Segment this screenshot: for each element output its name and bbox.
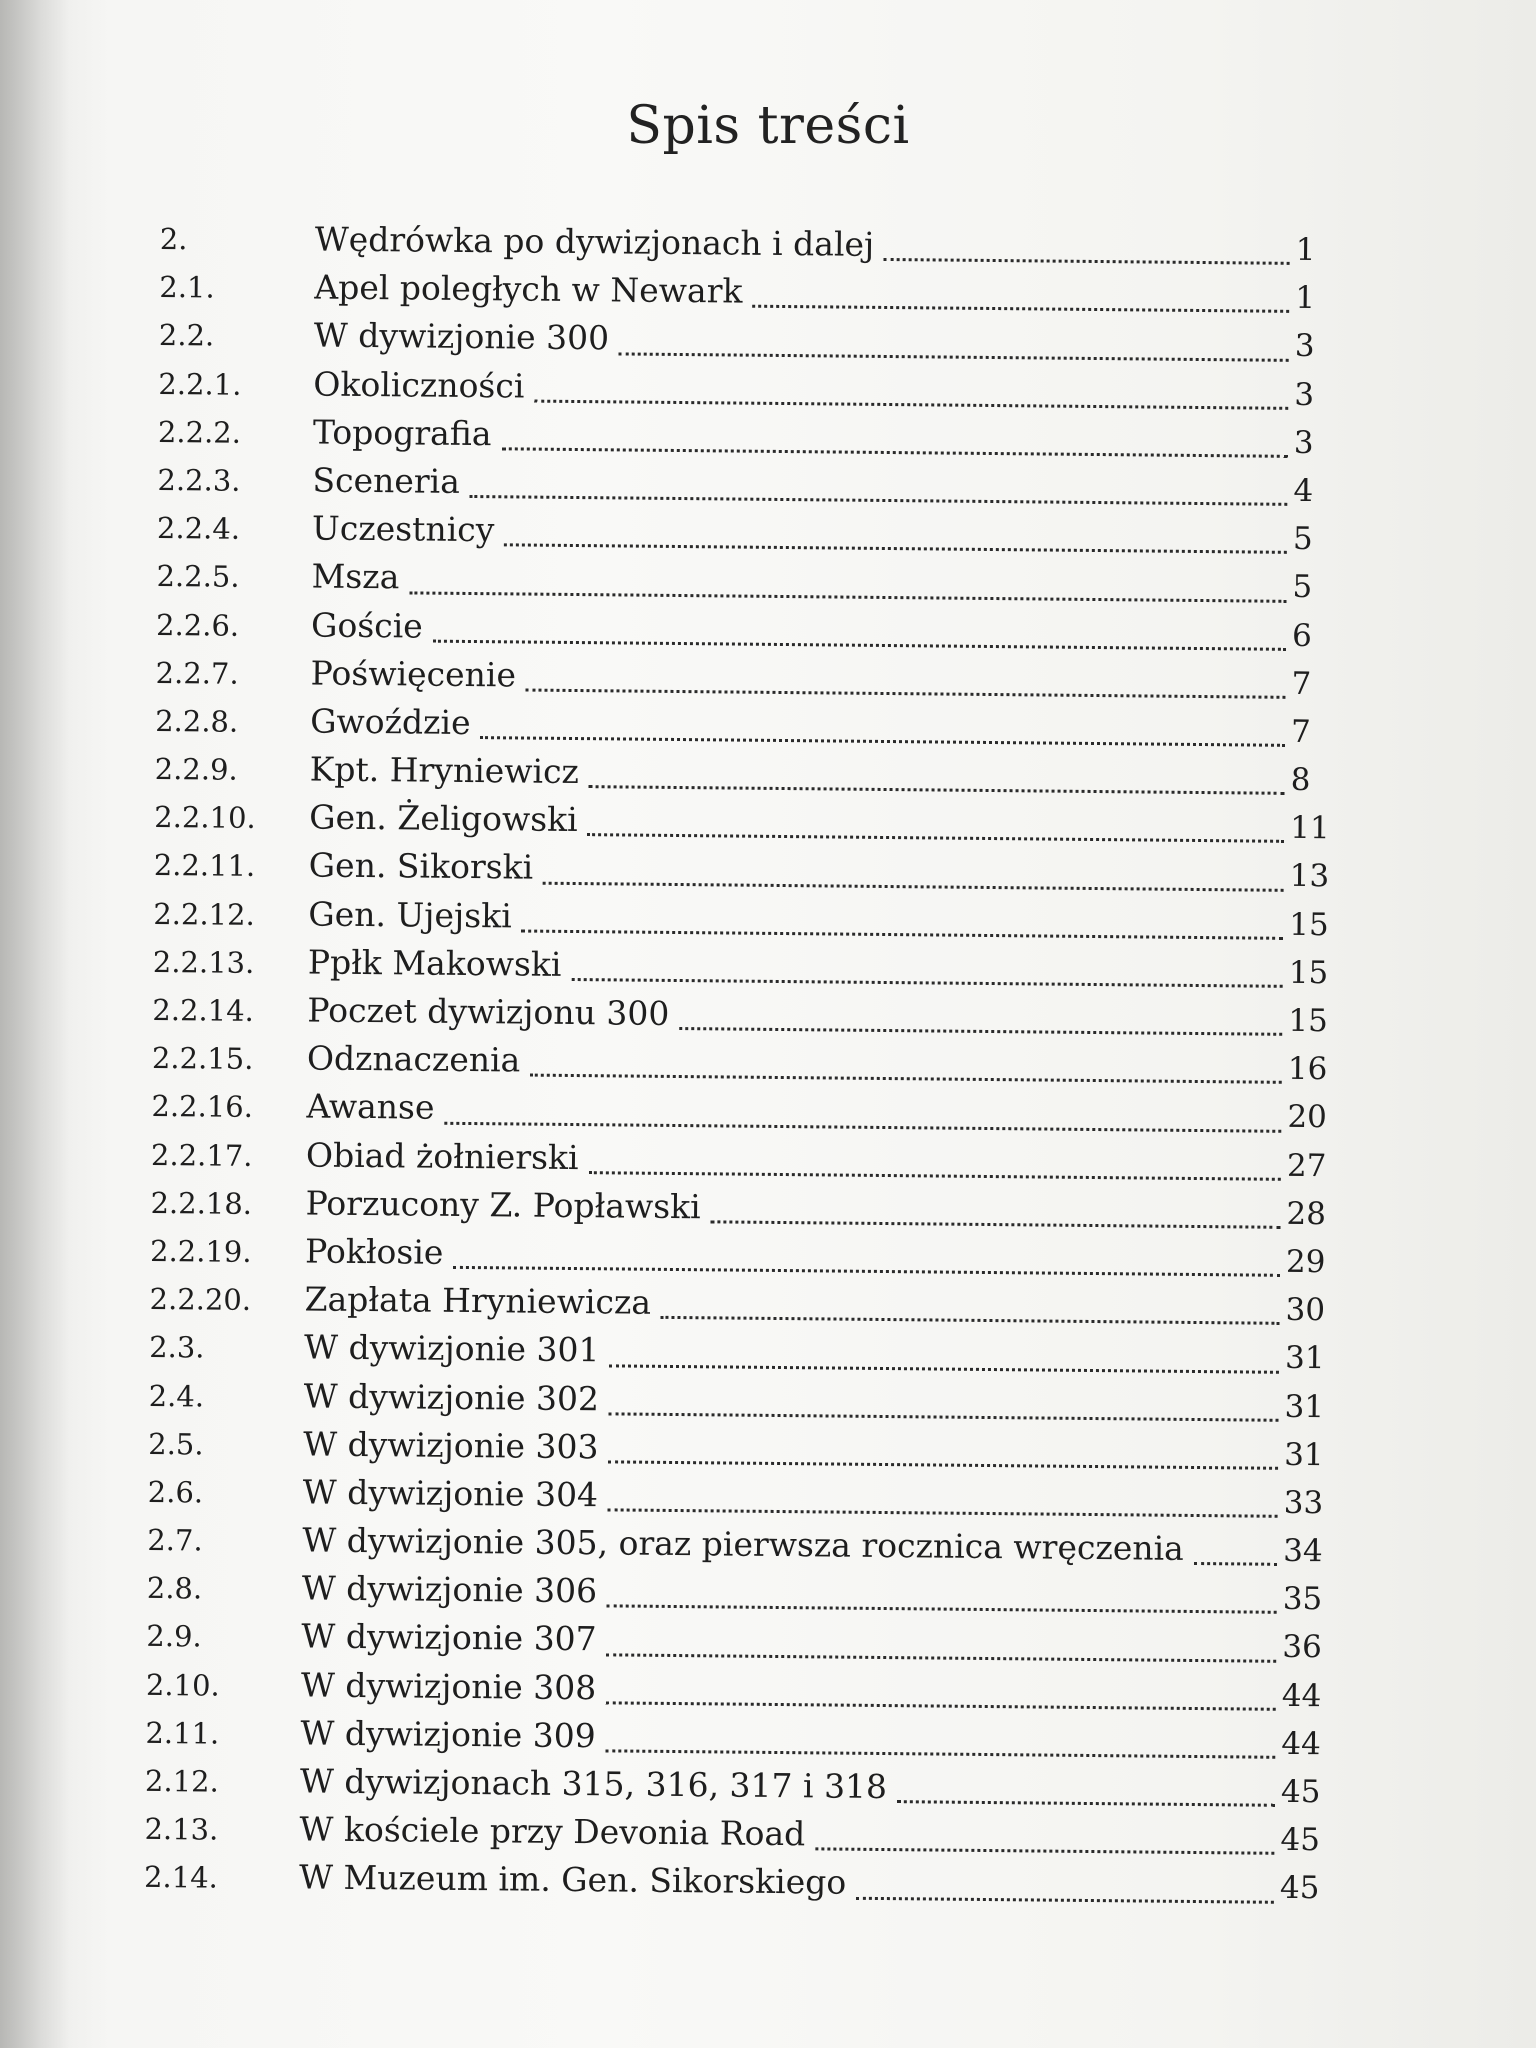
- page-title: Spis treści: [626, 96, 910, 156]
- dot-leader: [522, 928, 1284, 939]
- entry-page: 20: [1287, 1099, 1328, 1136]
- entry-title: Msza: [311, 556, 400, 597]
- entry-number: 2.14.: [143, 1860, 219, 1896]
- entry-title: W dywizjonie 309: [300, 1713, 596, 1756]
- entry-title: Gwoździe: [309, 701, 471, 742]
- entry-title: Uczestnicy: [311, 508, 495, 550]
- dot-leader: [856, 1895, 1274, 1903]
- entry-page: 3: [1293, 424, 1314, 461]
- entry-number: 2.11.: [145, 1715, 220, 1751]
- entry-number: 2.2.20.: [149, 1282, 252, 1318]
- dot-leader: [480, 735, 1285, 747]
- dot-leader: [504, 543, 1287, 555]
- entry-title: W dywizjonie 307: [301, 1616, 597, 1659]
- entry-title: W kościele przy Devonia Road: [299, 1809, 806, 1854]
- entry-page: 8: [1290, 761, 1311, 799]
- entry-number: 2.2.15.: [151, 1041, 254, 1077]
- entry-number: 2.6.: [147, 1474, 204, 1510]
- dot-leader: [543, 880, 1284, 891]
- entry-page: 5: [1292, 569, 1313, 606]
- entry-number: 2.2.7.: [155, 655, 239, 691]
- entry-number: 2.2.13.: [152, 944, 255, 980]
- dot-leader: [609, 1363, 1279, 1373]
- dot-leader: [752, 304, 1289, 313]
- entry-page: 31: [1284, 1436, 1324, 1473]
- entry-title: Zapłata Hryniewicza: [304, 1279, 652, 1322]
- toc-entry: [144, 1856, 1324, 1916]
- entry-title: Odznaczenia: [306, 1038, 521, 1080]
- entry-title: W dywizjonie 305, oraz pierwsza rocznica wręczenia: [302, 1520, 1185, 1568]
- dot-leader: [433, 638, 1286, 650]
- entry-page: 1: [1295, 231, 1316, 269]
- dot-leader: [608, 1507, 1278, 1517]
- entry-title: Apel poległych w Newark: [314, 267, 743, 311]
- dot-leader: [897, 1799, 1275, 1807]
- entry-page: 35: [1282, 1581, 1323, 1618]
- entry-title: Awanse: [306, 1086, 435, 1128]
- entry-number: 2.2.11.: [153, 848, 256, 884]
- entry-number: 2.2.18.: [150, 1185, 253, 1221]
- dot-leader: [679, 1026, 1282, 1036]
- entry-number: 2.12.: [144, 1763, 219, 1799]
- entry-title: Topografia: [312, 412, 492, 453]
- entry-number: 2.2.1.: [158, 366, 242, 402]
- entry-page: 31: [1284, 1388, 1325, 1425]
- dot-leader: [711, 1219, 1281, 1228]
- entry-page: 31: [1284, 1340, 1325, 1377]
- entry-page: 3: [1294, 376, 1315, 413]
- entry-title: Gen. Ujejski: [308, 894, 512, 936]
- entry-number: 2.2.10.: [154, 800, 256, 836]
- dot-leader: [884, 257, 1290, 265]
- entry-title: W dywizjonie 302: [303, 1375, 600, 1418]
- entry-page: 15: [1288, 954, 1329, 992]
- entry-number: 2.: [159, 221, 188, 257]
- dot-leader: [1194, 1561, 1277, 1566]
- entry-number: 2.10.: [145, 1667, 220, 1703]
- entry-page: 34: [1283, 1532, 1323, 1570]
- entry-title: W dywizjonie 304: [302, 1472, 599, 1515]
- entry-title: W dywizjonie 301: [303, 1327, 600, 1370]
- entry-title: Goście: [310, 604, 424, 646]
- dot-leader: [619, 351, 1289, 361]
- entry-page: 4: [1293, 472, 1314, 510]
- entry-number: 2.9.: [146, 1619, 202, 1654]
- entry-page: 27: [1286, 1147, 1327, 1184]
- entry-title: Kpt. Hryniewicz: [309, 749, 580, 792]
- dot-leader: [606, 1748, 1276, 1758]
- entry-number: 2.8.: [146, 1571, 203, 1606]
- dot-leader: [501, 446, 1287, 458]
- entry-page: 33: [1283, 1484, 1324, 1522]
- entry-number: 2.2.19.: [149, 1233, 252, 1269]
- dot-leader: [453, 1265, 1280, 1277]
- dot-leader: [661, 1315, 1280, 1325]
- entry-number: 2.5.: [148, 1426, 204, 1462]
- entry-page: 28: [1286, 1195, 1327, 1232]
- dot-leader: [470, 494, 1288, 506]
- entry-number: 2.4.: [148, 1378, 205, 1413]
- dot-leader: [534, 398, 1288, 409]
- entry-number: 2.2.3.: [157, 462, 241, 498]
- entry-number: 2.2.4.: [156, 511, 241, 546]
- entry-title: Pokłosie: [304, 1231, 444, 1272]
- dot-leader: [444, 1120, 1281, 1132]
- entry-title: W dywizjonie 303: [303, 1424, 599, 1466]
- entry-number: 2.2.17.: [150, 1137, 253, 1173]
- entry-page: 44: [1281, 1725, 1322, 1763]
- dot-leader: [608, 1459, 1278, 1469]
- entry-title: W Muzeum im. Gen. Sikorskiego: [298, 1857, 847, 1903]
- entry-title: Wędrówka po dywizjonach i dalej: [314, 219, 875, 264]
- entry-number: 2.2.9.: [154, 752, 238, 787]
- entry-title: W dywizjonie 306: [301, 1568, 598, 1611]
- dot-leader: [606, 1652, 1276, 1662]
- dot-leader: [609, 1411, 1279, 1421]
- entry-page: 15: [1288, 1002, 1328, 1040]
- entry-number: 2.7.: [147, 1523, 203, 1558]
- entry-title: Poświęcenie: [310, 653, 517, 695]
- dot-leader: [815, 1847, 1274, 1855]
- entry-title: Ppłk Makowski: [307, 942, 562, 984]
- dot-leader: [526, 687, 1286, 698]
- dot-leader: [606, 1700, 1276, 1710]
- entry-page: 3: [1294, 328, 1315, 365]
- entry-page: 5: [1292, 521, 1313, 558]
- dot-leader: [409, 590, 1286, 602]
- entry-title: W dywizjonie 300: [313, 315, 610, 358]
- entry-title: Gen. Żeligowski: [309, 797, 578, 840]
- entry-page: 16: [1287, 1051, 1328, 1088]
- entry-number: 2.13.: [144, 1812, 219, 1847]
- entry-title: W dywizjonie 308: [300, 1665, 597, 1707]
- dot-leader: [589, 784, 1285, 795]
- dot-leader: [607, 1604, 1277, 1614]
- dot-leader: [588, 1170, 1280, 1181]
- entry-title: Porzucony Z. Popławski: [305, 1183, 701, 1226]
- entry-page: 15: [1289, 906, 1329, 943]
- entry-page: 6: [1291, 617, 1312, 654]
- spine-shadow: [0, 0, 70, 2048]
- entry-page: 7: [1290, 713, 1312, 750]
- entry-page: 29: [1285, 1243, 1326, 1281]
- entry-page: 45: [1280, 1822, 1321, 1859]
- entry-title: Sceneria: [312, 460, 461, 501]
- entry-title: Poczet dywizjonu 300: [307, 990, 670, 1033]
- dot-leader: [588, 833, 1285, 844]
- entry-number: 2.2.16.: [151, 1089, 254, 1125]
- entry-page: 44: [1281, 1677, 1322, 1714]
- entry-number: 2.2.5.: [156, 559, 240, 595]
- entry-number: 2.1.: [159, 270, 215, 305]
- entry-page: 45: [1280, 1773, 1321, 1811]
- entry-page: 7: [1291, 665, 1312, 702]
- entry-page: 45: [1279, 1870, 1320, 1907]
- entry-title: Okoliczności: [313, 364, 525, 406]
- dot-leader: [530, 1073, 1282, 1084]
- entry-page: 1: [1295, 280, 1316, 317]
- entry-number: 2.2.: [158, 318, 215, 353]
- entry-number: 2.2.6.: [155, 607, 240, 643]
- entry-title: Obiad żołnierski: [305, 1135, 579, 1177]
- entry-page: 13: [1289, 858, 1330, 895]
- entry-number: 2.2.8.: [155, 703, 239, 739]
- entry-title: Gen. Sikorski: [308, 845, 534, 888]
- dot-leader: [571, 977, 1282, 988]
- entry-page: 36: [1282, 1629, 1322, 1666]
- entry-page: 30: [1285, 1291, 1326, 1329]
- entry-title: W dywizjonach 315, 316, 317 i 318: [299, 1761, 888, 1807]
- entry-number: 2.2.14.: [152, 992, 255, 1028]
- table-of-contents: [144, 218, 1340, 1916]
- entry-number: 2.3.: [148, 1330, 205, 1365]
- entry-page: 11: [1290, 810, 1330, 847]
- entry-number: 2.2.2.: [157, 414, 242, 450]
- entry-number: 2.2.12.: [153, 896, 255, 932]
